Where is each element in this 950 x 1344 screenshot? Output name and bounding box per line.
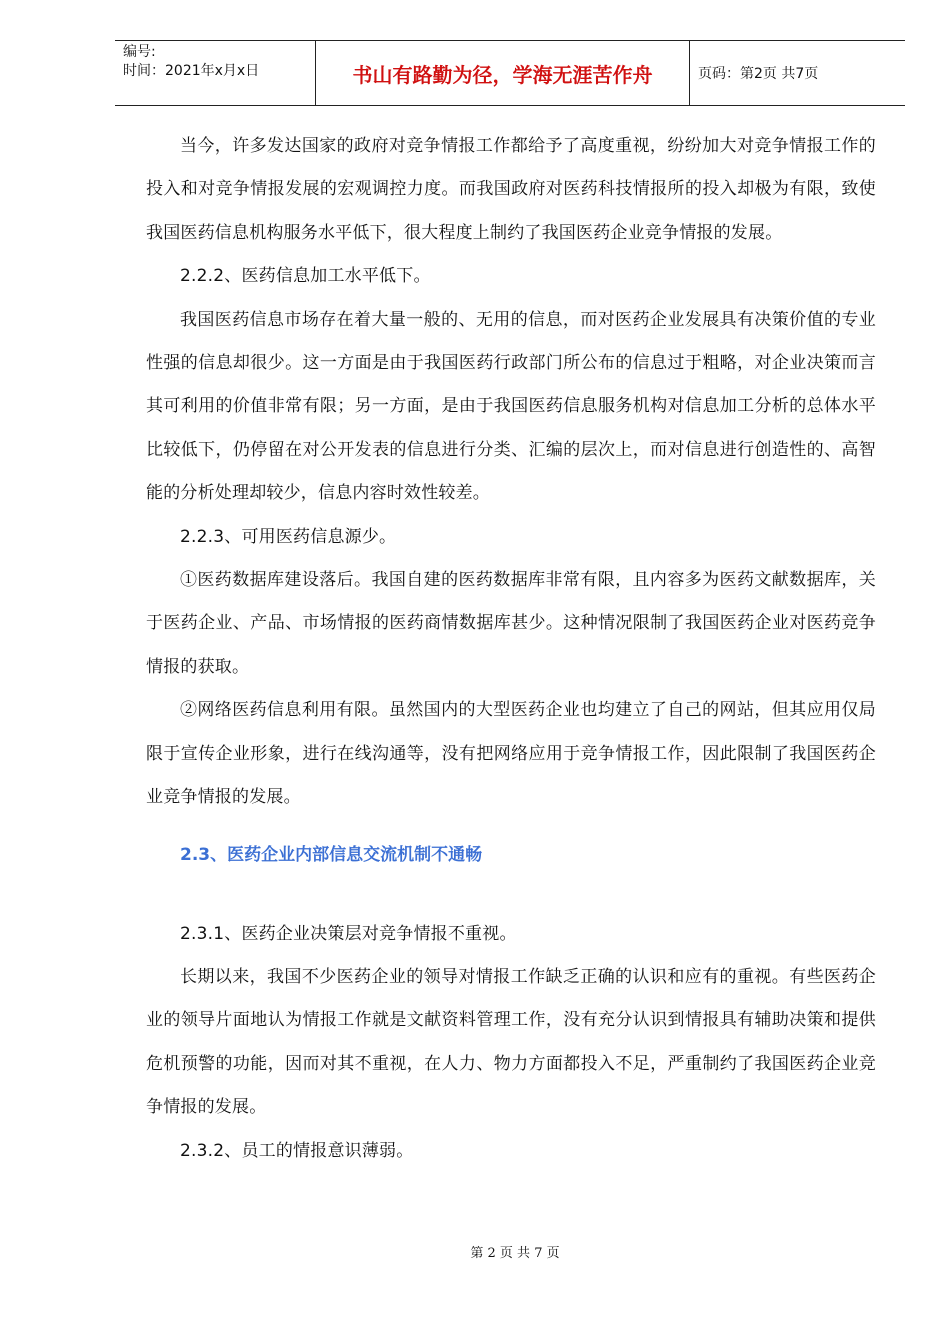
paragraph: 我国医药信息市场存在着大量一般的、无用的信息，而对医药企业发展具有决策价值的专业性强的信息却很少。这一方面是由于我国医药行政部门所公布的信息过于粗略，对企业决策而言其可利用的价值非常有限；另一方面，是由于我国医药信息服务机构对信息加工分析的总体水平比较低下，仍停留在对公开发表的信息进行分类、汇编的层次上，而对信息进行创造性的、高智能的分析处理却较少，信息内容时效性较差。 [146,309,876,504]
section-heading-2-3: 2.3、医药企业内部信息交流机制不通畅 [180,844,483,865]
page-header [115,40,905,106]
paragraph: 长期以来，我国不少医药企业的领导对情报工作缺乏正确的认识和应有的重视。有些医药企业的领导片面地认为情报工作就是文献资料管理工作，没有充分认识到情报具有辅助决策和提供危机预警的功能，因而对其不重视，在人力、物力方面都投入不足，严重制约了我国医药企业竞争情报的发展。 [146,966,876,1118]
subsection-title-2-2-3: 2.2.3、可用医药信息源少。 [180,526,397,547]
paragraph: ②网络医药信息利用有限。虽然国内的大型医药企业也均建立了自己的网站，但其应用仅局限于宣传企业形象，进行在线沟通等，没有把网络应用于竞争情报工作，因此限制了我国医药企业竞争情报的发展。 [146,700,876,808]
header-page-info: 页码：第2页 共7页 [698,66,819,82]
paragraph: 当今，许多发达国家的政府对竞争情报工作都给予了高度重视，纷纷加大对竞争情报工作的投入和对竞争情报发展的宏观调控力度。而我国政府对医药科技情报所的投入却极为有限，致使我国医药信息机构服务水平低下，很大程度上制约了我国医药企业竞争情报的发展。 [146,136,876,243]
header-motto: 书山有路勤为径，学海无涯苦作舟 [316,41,690,105]
subsection-title-2-3-2: 2.3.2、员工的情报意识薄弱。 [180,1140,414,1161]
header-left-cell [115,41,316,105]
page-footer: 第 2 页 共 7 页 [470,1246,560,1261]
subsection-title-2-3-1: 2.3.1、医药企业决策层对竞争情报不重视。 [180,923,517,944]
subsection-title-2-2-2: 2.2.2、医药信息加工水平低下。 [180,266,431,287]
document-time-label: 时间：2021年x月x日 [123,63,260,79]
paragraph: ①医药数据库建设落后。我国自建的医药数据库非常有限，且内容多为医药文献数据库，关于医药企业、产品、市场情报的医药商情数据库甚少。这种情况限制了我国医药企业对医药竞争情报的获取。 [146,570,876,677]
document-number-label: 编号: [123,44,156,60]
document-body [146,125,876,1173]
